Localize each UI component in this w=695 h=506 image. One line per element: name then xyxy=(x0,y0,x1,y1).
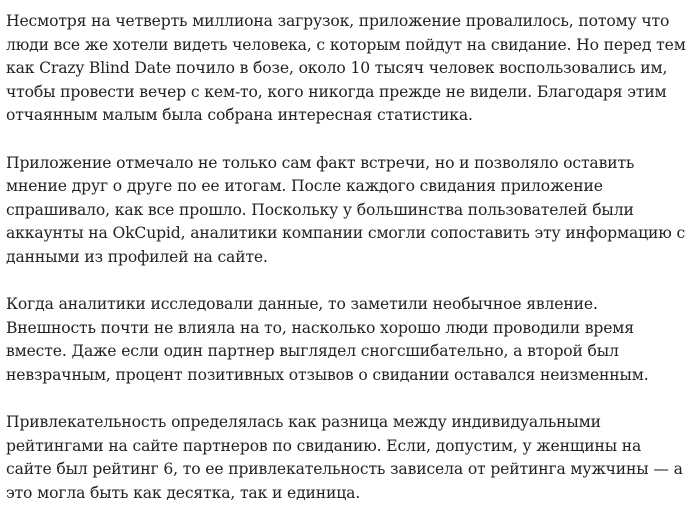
article-body xyxy=(6,10,689,505)
paragraph-findings: Когда аналитики исследовали данные, то заметили необычное явление. Внешность почти не влияла на то, насколько хорошо люди проводили время вместе. Даже если один партнер выглядел сногсшибательно, а второй был невзрачным, процент позитивных отзывов о свидании оставался неизменным. xyxy=(6,295,649,384)
paragraph-app-failure: Несмотря на четверть миллиона загрузок, приложение провалилось, потому что люди все же хотели видеть человека, с которым пойдут на свидание. Но перед тем как Crazy Blind Date почило в бозе, около 10 тысяч человек воспользовались им, чтобы провести вечер с кем-то, кого никогда прежде не видели. Благодаря этим отчаянным малым была собрана интересная статистика. xyxy=(6,12,686,124)
paragraph-feedback: Приложение отмечало не только сам факт встречи, но и позволяло оставить мнение друг о друге по ее итогам. После каждого свидания приложение спрашивало, как все прошло. Поскольку у большинства пользователей были аккаунты на OkCupid, аналитики компании смогли сопоставить эту информацию с данными из профилей на сайте. xyxy=(6,153,686,266)
paragraph-attractiveness: Привлекательность определялась как разница между индивидуальными рейтингами на сайте партнеров по свиданию. Если, допустим, у женщины на сайте был рейтинг 6, то ее привлекательность зависела от рейтинга мужчины — а это могла быть как десятка, так и единица. xyxy=(6,413,683,502)
